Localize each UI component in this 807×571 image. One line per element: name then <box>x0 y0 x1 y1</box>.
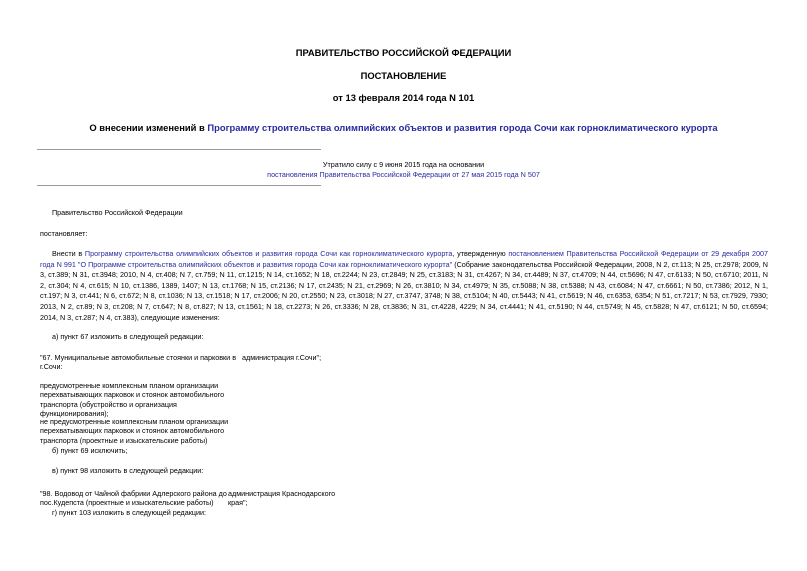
issuer: Правительство Российской Федерации <box>52 208 183 217</box>
divider-bottom <box>37 185 321 186</box>
main-paragraph <box>40 249 768 323</box>
item98-agency: администрация Краснодарского края"; <box>228 489 336 508</box>
item67-agency: администрация г.Сочи"; <box>242 353 322 362</box>
status-note-line2 <box>0 170 807 180</box>
document-title <box>0 122 807 133</box>
status-note-line1: Утратило силу с 9 июня 2015 года на основании <box>322 160 485 169</box>
para-mid: , утвержденную <box>452 249 509 258</box>
title-program-link[interactable]: Программу строительства олимпийских объектов и развития города Сочи как горноклиматического курорта <box>207 122 718 133</box>
document-type: ПОСТАНОВЛЕНИЕ <box>360 70 447 81</box>
amendment-a: а) пункт 67 изложить в следующей редакции: <box>52 332 204 341</box>
decrees-word: постановляет: <box>40 229 88 238</box>
item98-name: "98. Водовод от Чайной фабрики Адлерского района до пос.Кудепста (проектные и изыскательские работы) <box>40 489 227 508</box>
item67-sub1: предусмотренные комплексным планом организации перехватывающих парковок и стоянок автомобильного транспорта (обустройство и организация функционирования); <box>40 381 225 419</box>
title-prefix: О внесении изменений в <box>89 122 208 133</box>
item67-sub2: не предусмотренные комплексным планом организации перехватывающих парковок и стоянок автомобильного транспорта (проектные и изыскательские работы) <box>40 417 229 445</box>
repeal-decree-link[interactable]: постановления Правительства Российской Федерации от 27 мая 2015 года N 507 <box>267 170 540 179</box>
amendment-b: б) пункт 69 исключить; <box>52 446 128 455</box>
para-prefix: Внести в <box>52 249 85 258</box>
amendment-v: в) пункт 98 изложить в следующей редакции: <box>52 466 204 475</box>
para-tail: (Собрание законодательства Российской Федерации, 2008, N 2, ст.113; N 25, ст.2978; 2009, N 3, ст.389; N 31, ст.3948; 2010, N 4, ст.408; N 7, ст.759; N 11, ст.1215; N 14, ст.1652; N 18, ст.2244; N 23, ст.2849; N 25, ст.3183; N 31, ст.4267; N 34, ст.4489; N 37, ст.4709; N 44, ст.5696; N 47, ст.6133; N 50, ст.6710; 2011, N 2, ст.304; N 4, ст.615; N 10, ст.1386, 1389, 1407; N 13, ст.1768; N 15, ст.2136; N 17, ст.2435; N 21, ст.2969; N 26, ст.3810; N 34, ст.4979; N 35, ст.5088; N 38, ст.5388; N 43, ст.6084; N 47, ст.6661; N 50, ст.7386; 2012, N 1, ст.197; N 3, ст.441; N 6, ст.672; N 8, ст.1036; N 13, ст.1518; N 17, ст.2006; N 20, ст.2550; N 23, ст.3018; N 27, ст.3747, 3748; N 38, ст.5104; N 40, ст.5443; N 41, ст.5619; N 46, ст.6353, 6354; N 51, ст.7217; N 53, ст.7929, 7930; 2013, N 2, ст.89; N 3, ст.208; N 7, ст.647; N 8, ст.827; N 13, ст.1561; N 18, ст.2273; N 26, ст.3336; N 28, ст.3836; N 31, ст.4228, 4229; N 34, ст.4441; N 41, ст.5190; N 44, ст.5749; N 45, ст.5828; N 47, ст.6121; N 50, ст.6594; 2014, N 3, ст.287; N 4, ст.383), следующие изменения: <box>40 259 768 322</box>
document-date-number: от 13 февраля 2014 года N 101 <box>332 92 475 103</box>
decree-991-link[interactable]: постановлением Правительства Российской Федерации от 29 декабря 2007 года N 991 "О Программе строительства олимпийских объектов и развития города Сочи как горноклиматического курорта" <box>40 249 768 269</box>
item67-name: "67. Муниципальные автомобильные стоянки и парковки в г.Сочи: <box>40 353 237 372</box>
amendment-g: г) пункт 103 изложить в следующей редакции: <box>52 508 207 517</box>
divider-top <box>37 149 321 150</box>
government-heading: ПРАВИТЕЛЬСТВО РОССИЙСКОЙ ФЕДЕРАЦИИ <box>295 47 512 58</box>
program-link[interactable]: Программу строительства олимпийских объектов и развития города Сочи как горноклиматического курорта <box>84 249 453 258</box>
